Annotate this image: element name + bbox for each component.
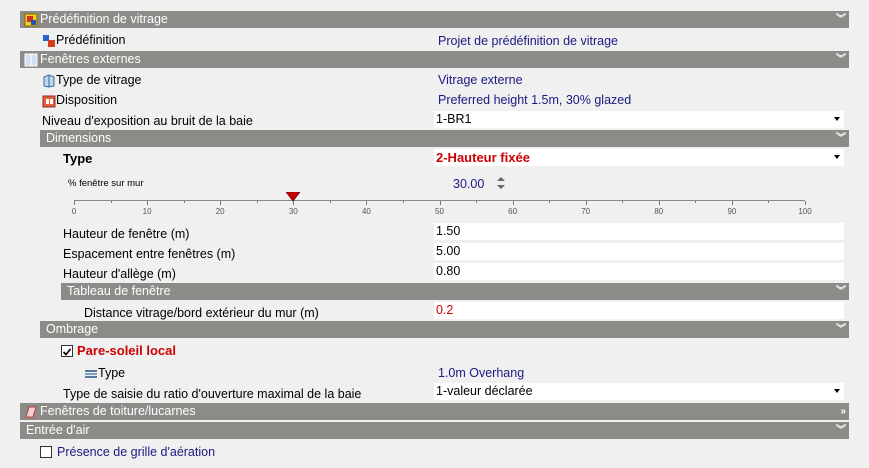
slider-tick-label: 10: [142, 207, 152, 216]
type-saisie-value: 1-valeur déclarée: [436, 384, 533, 398]
slider-minor-tick: [768, 201, 769, 203]
hauteur-fenetre-input[interactable]: 1.50: [434, 223, 844, 240]
disposition-row: [42, 92, 117, 108]
slider-tick: [366, 201, 367, 205]
section-title: Ombrage: [46, 322, 99, 336]
pare-soleil-label: Pare-soleil local: [77, 343, 176, 358]
slider-tick: [586, 201, 587, 205]
glazing-type-icon: [42, 74, 56, 88]
espacement-input[interactable]: 5.00: [434, 243, 844, 260]
slider-minor-tick: [695, 201, 696, 203]
grille-label: Présence de grille d'aération: [57, 445, 216, 459]
slider-tick: [659, 201, 660, 205]
slider-minor-tick: [622, 201, 623, 203]
slider-tick-label: 20: [215, 207, 225, 216]
section-header-toiture[interactable]: [20, 403, 849, 420]
section-title: Tableau de fenêtre: [67, 284, 171, 298]
predefinition-icon: [42, 34, 56, 48]
dropdown-arrow-icon: [834, 155, 840, 159]
slider-minor-tick: [403, 201, 404, 203]
slider-tick: [147, 201, 148, 205]
type-vitrage-row: [42, 72, 141, 88]
slider-minor-tick: [330, 201, 331, 203]
type-saisie-label: Type de saisie du ratio d'ouverture maximal de la baie: [63, 387, 362, 401]
predefinition-value[interactable]: Projet de prédéfinition de vitrage: [438, 34, 618, 48]
overhang-icon: [84, 367, 98, 381]
slider-tick: [74, 201, 75, 205]
roof-window-icon: [24, 405, 38, 419]
ombrage-type-value[interactable]: 1.0m Overhang: [438, 366, 525, 380]
section-title: Fenêtres externes: [40, 52, 141, 66]
slider-tick: [220, 201, 221, 205]
type-label: Type: [63, 151, 93, 166]
section-title: Dimensions: [46, 131, 112, 145]
section-title: Entrée d'air: [26, 423, 90, 437]
slider-tick-label: 60: [508, 207, 518, 216]
distance-input[interactable]: 0.2: [434, 302, 844, 319]
ombrage-type-row: [84, 365, 125, 381]
distance-label: Distance vitrage/bord extérieur du mur (m): [84, 306, 319, 320]
glazing-predefinition-icon: [24, 13, 38, 27]
type-vitrage-label: Type de vitrage: [56, 73, 142, 87]
hauteur-fenetre-label: Hauteur de fenêtre (m): [63, 227, 190, 241]
disposition-icon: [42, 94, 56, 108]
pct-fenetre-label: % fenêtre sur mur: [68, 178, 144, 189]
collapse-chevron-icon[interactable]: ︾: [836, 425, 845, 436]
pct-fenetre-value[interactable]: 30.00: [453, 177, 485, 191]
collapse-chevron-icon[interactable]: ︾: [836, 286, 845, 297]
slider-tick-label: 80: [654, 207, 664, 216]
grille-checkbox[interactable]: [40, 446, 52, 458]
type-saisie-dropdown[interactable]: [434, 383, 844, 400]
predefinition-label: Prédéfinition: [56, 33, 126, 47]
section-title: Prédéfinition de vitrage: [40, 12, 168, 26]
section-header-fenetres-externes[interactable]: [20, 51, 849, 68]
spin-stepper[interactable]: [496, 175, 506, 191]
slider-tick-label: 30: [288, 207, 298, 216]
slider-tick-label: 50: [435, 207, 444, 216]
section-header-dimensions[interactable]: [40, 130, 849, 147]
slider-tick-label: 90: [727, 207, 737, 216]
slider-thumb[interactable]: [286, 191, 300, 201]
slider-tick-label: 70: [581, 207, 591, 216]
disposition-value[interactable]: Preferred height 1.5m, 30% glazed: [438, 93, 632, 107]
checkmark-icon: [62, 347, 72, 357]
collapse-chevron-icon[interactable]: ︾: [836, 54, 845, 65]
dropdown-arrow-icon: [834, 389, 840, 393]
section-title: Fenêtres de toiture/lucarnes: [40, 404, 196, 418]
slider-minor-tick: [257, 201, 258, 203]
expand-chevron-icon[interactable]: »: [840, 406, 845, 417]
dropdown-arrow-icon: [834, 117, 840, 121]
slider-tick: [805, 201, 806, 205]
section-header-entree-air[interactable]: [20, 422, 849, 439]
ombrage-type-label: Type: [98, 366, 126, 380]
slider-tick: [440, 201, 441, 205]
section-header-ombrage[interactable]: [40, 321, 849, 338]
pare-soleil-checkbox[interactable]: [61, 345, 73, 357]
hauteur-allege-input[interactable]: 0.80: [434, 263, 844, 280]
pct-fenetre-slider[interactable]: [71, 190, 812, 220]
niveau-bruit-dropdown[interactable]: [434, 111, 844, 128]
predefinition-row: [42, 32, 126, 48]
section-header-tableau[interactable]: [61, 283, 849, 300]
type-dropdown[interactable]: [434, 149, 844, 166]
slider-tick-label: 100: [798, 207, 812, 216]
type-value: 2-Hauteur fixée: [436, 150, 530, 165]
slider-minor-tick: [549, 201, 550, 203]
disposition-label: Disposition: [56, 93, 118, 107]
collapse-chevron-icon[interactable]: ︾: [836, 133, 845, 144]
section-header-predefinition[interactable]: [20, 11, 849, 28]
collapse-chevron-icon[interactable]: ︾: [836, 14, 845, 25]
hauteur-allege-label: Hauteur d'allège (m): [63, 267, 176, 281]
type-vitrage-value[interactable]: Vitrage externe: [438, 73, 523, 87]
espacement-label: Espacement entre fenêtres (m): [63, 247, 236, 261]
slider-tick-label: 0: [71, 207, 77, 216]
slider-minor-tick: [476, 201, 477, 203]
slider-minor-tick: [184, 201, 185, 203]
slider-tick-label: 40: [361, 207, 371, 216]
slider-tick: [513, 201, 514, 205]
slider-minor-tick: [111, 201, 112, 203]
niveau-bruit-label: Niveau d'exposition au bruit de la baie: [42, 114, 253, 128]
collapse-chevron-icon[interactable]: ︾: [836, 324, 845, 335]
slider-tick: [732, 201, 733, 205]
niveau-bruit-value: 1-BR1: [436, 112, 472, 126]
window-icon: [24, 53, 38, 67]
